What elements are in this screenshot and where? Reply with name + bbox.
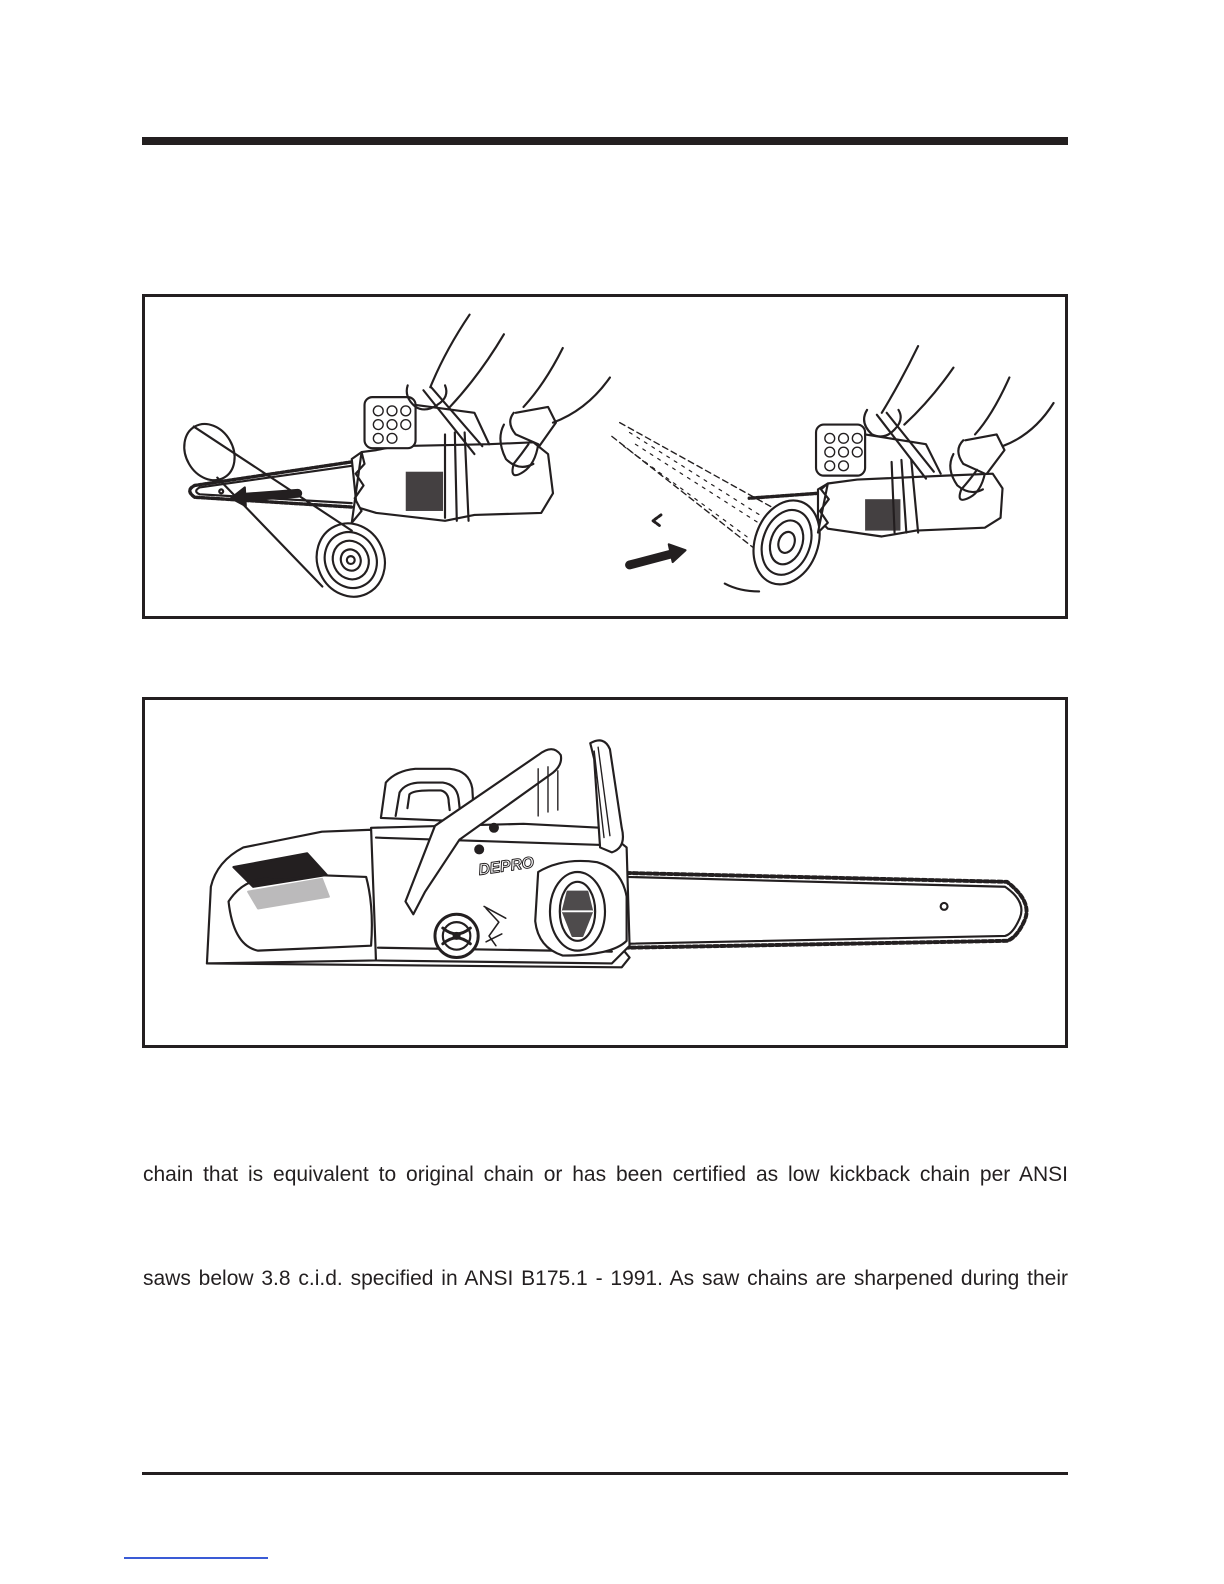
- body-text-line: saws below 3.8 c.i.d. specified in ANSI B175.1 - 1991. As saw chains are sharpened during their: [143, 1267, 1068, 1290]
- bar-rivet-icon: [941, 903, 948, 910]
- svg-text:DEPRO: DEPRO: [477, 854, 536, 879]
- arrow-left-icon: [244, 493, 298, 497]
- figure-cutting-technique: [142, 294, 1068, 619]
- chainsaw-bar-left: [190, 462, 352, 507]
- log-left: [174, 415, 396, 608]
- body-text-line: chain that is equivalent to original chain or has been certified as low kickback chain per ANSI: [143, 1163, 1068, 1186]
- cutting-illustration: [145, 297, 1065, 616]
- guide-bar: [627, 873, 1027, 948]
- arrow-right-head-icon: [669, 544, 686, 562]
- log-right: [612, 423, 831, 594]
- figure-chainsaw-side-view: [142, 697, 1068, 1048]
- footer-link-underline[interactable]: [124, 1557, 268, 1559]
- arrow-right-icon: [630, 554, 671, 565]
- chainsaw-illustration: [145, 700, 1065, 1045]
- arrow-left-head-icon: [231, 487, 246, 506]
- chainsaw-body: [207, 740, 630, 967]
- chainsaw-body-left: [352, 397, 553, 523]
- top-rule: [142, 137, 1068, 145]
- bottom-rule: [142, 1472, 1068, 1475]
